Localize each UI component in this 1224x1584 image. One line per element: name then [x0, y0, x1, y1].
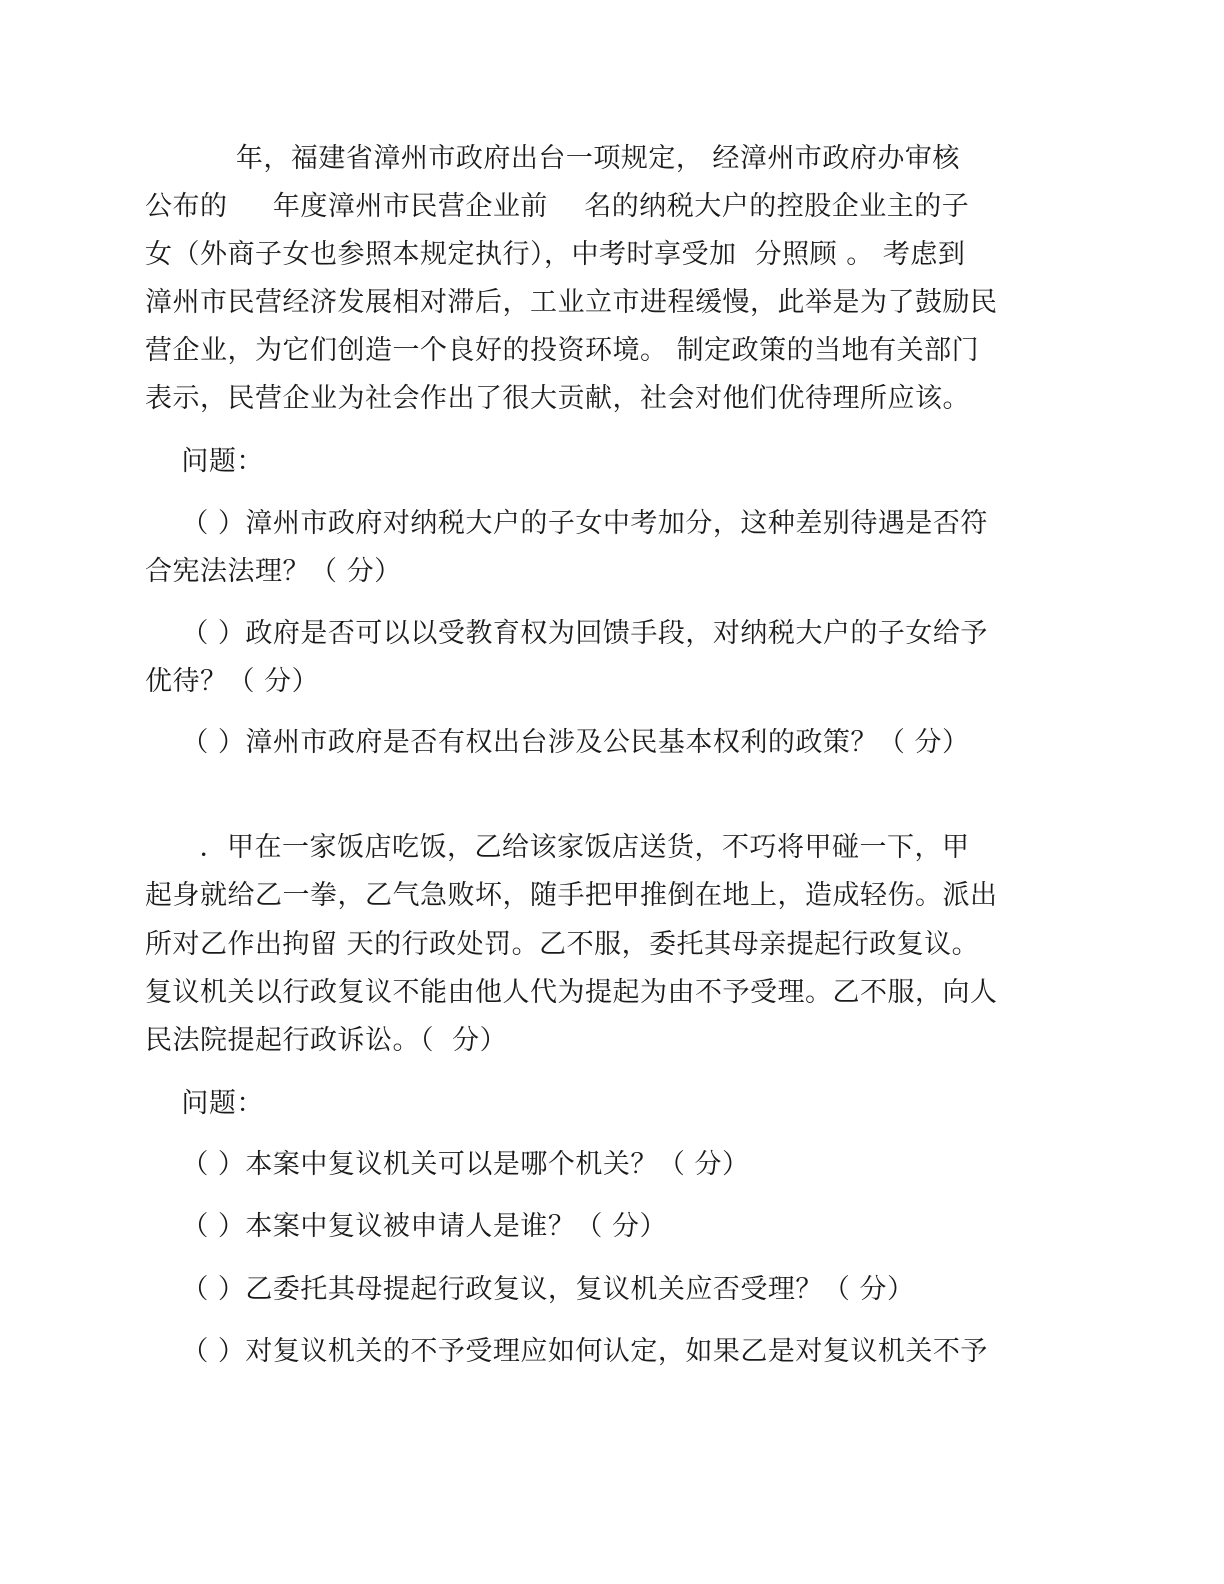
case1-question-1-line: （ ）漳州市政府对纳税大户的子女中考加分，这种差别待遇是否符 — [145, 508, 988, 539]
case2-question: （ ）乙委托其母提起行政复议，复议机关应否受理？（ 分） — [145, 1274, 915, 1305]
case1-question-2-line: 优待？（ 分） — [145, 666, 320, 697]
case2-question: （ ）本案中复议被申请人是谁？（ 分） — [145, 1211, 667, 1242]
case2-paragraph-line: ．甲在一家饭店吃饭，乙给该家饭店送货，不巧将甲碰一下，甲 — [145, 832, 970, 863]
case1-question-2-line: （ ）政府是否可以以受教育权为回馈手段，对纳税大户的子女给予 — [145, 618, 988, 649]
case2-question: （ ）本案中复议机关可以是哪个机关？（ 分） — [145, 1149, 750, 1180]
case1-paragraph-line: 年，福建省漳州市政府出台一项规定， 经漳州市政府办审核 — [145, 143, 960, 174]
case2-question: （ ）对复议机关的不予受理应如何认定，如果乙是对复议机关不予 — [145, 1336, 988, 1367]
case1-paragraph-line: 表示，民营企业为社会作出了很大贡献，社会对他们优待理所应该。 — [145, 383, 970, 414]
case2-paragraph-line: 所对乙作出拘留 天的行政处罚。乙不服，委托其母亲提起行政复议。 — [145, 929, 980, 960]
case2-paragraph-line: 复议机关以行政复议不能由他人代为提起为由不予受理。乙不服，向人 — [145, 977, 998, 1008]
case2-paragraph-line: 民法院提起行政诉讼。（ 分） — [145, 1025, 508, 1056]
case1-paragraph-line: 公布的 年度漳州市民营企业前 名的纳税大户的控股企业主的子 — [145, 191, 970, 222]
case1-question-1-line: 合宪法法理？（ 分） — [145, 556, 402, 587]
case1-paragraph-line: 营企业，为它们创造一个良好的投资环境。 制定政策的当地有关部门 — [145, 335, 980, 366]
case2-questions-label: 问题： — [145, 1088, 264, 1119]
case1-paragraph-line: 女（外商子女也参照本规定执行），中考时享受加 分照顾 。 考虑到 — [145, 239, 966, 270]
case2-paragraph-line: 起身就给乙一拳，乙气急败坏，随手把甲推倒在地上，造成轻伤。派出 — [145, 880, 998, 911]
case1-questions-label: 问题： — [145, 446, 264, 477]
case1-paragraph-line: 漳州市民营经济发展相对滞后，工业立市进程缓慢，此举是为了鼓励民 — [145, 287, 998, 318]
case1-question-3-line: （ ）漳州市政府是否有权出台涉及公民基本权利的政策？（ 分） — [145, 727, 970, 758]
